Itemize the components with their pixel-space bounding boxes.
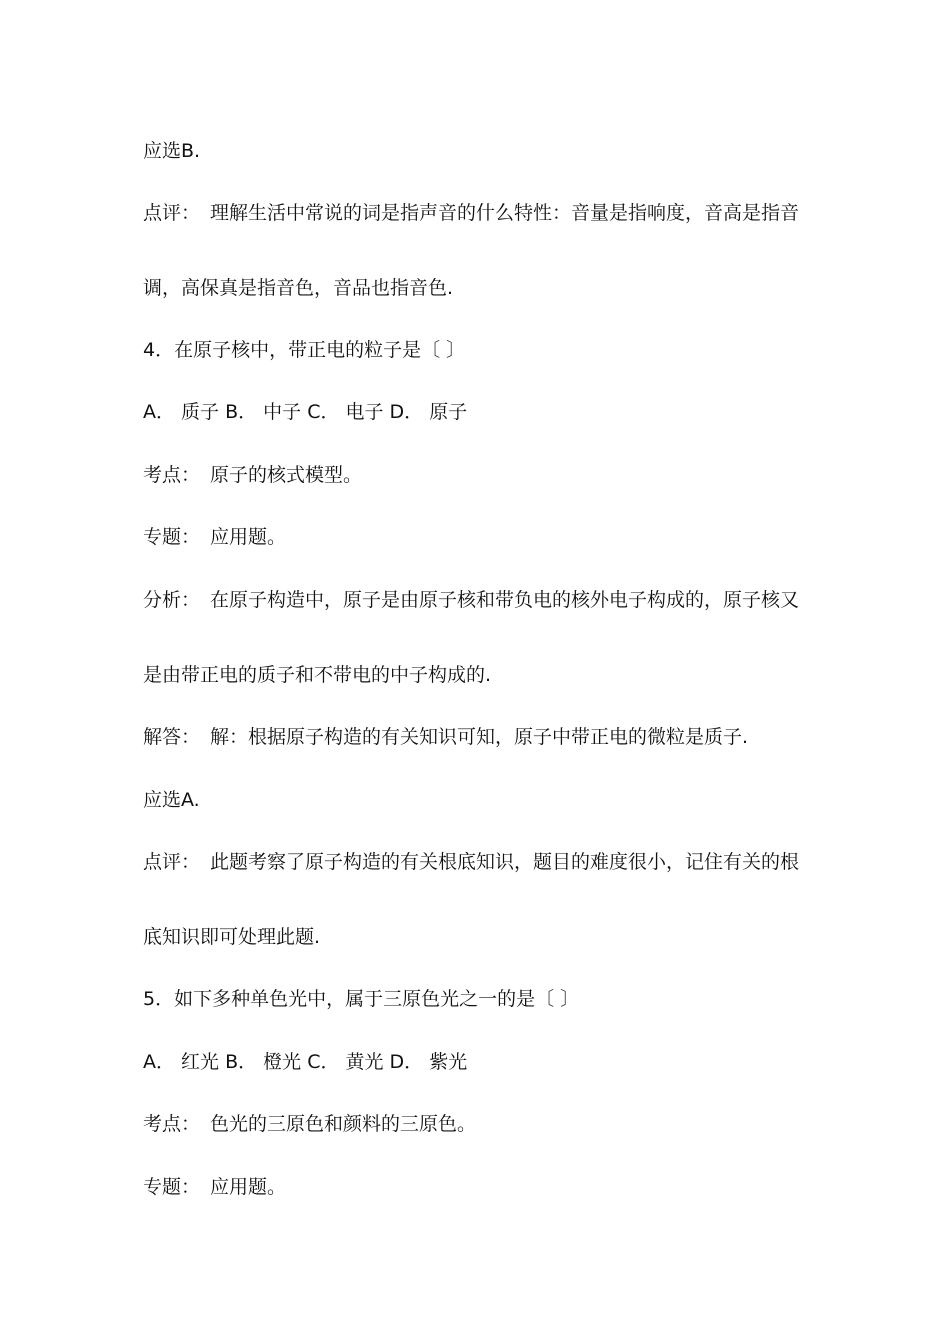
analysis-line-q4 [143, 588, 823, 612]
comment-line-q3 [143, 201, 823, 225]
question-5-options [143, 1050, 823, 1074]
question-text: 4．在原子核中，带正电的粒子是〔 〕 [143, 339, 466, 361]
question-text: 5．如下多种单色光中，属于三原色光之一的是〔 〕 [143, 988, 580, 1010]
comment-line-q4 [143, 850, 823, 874]
comment-continuation-q4 [143, 925, 823, 949]
line-text: 应选B. [143, 140, 201, 162]
answer-line-q4 [143, 788, 823, 812]
line-text: 色光的三原色和颜料的三原色。 [210, 1113, 477, 1135]
line-text: 此题考察了原子构造的有关根底知识，题目的难度很小，记住有关的根 [210, 851, 800, 873]
line-text: 理解生活中常说的词是指声音的什么特性：音量是指响度，音高是指音 [210, 202, 800, 224]
subject-line-q4 [143, 525, 823, 549]
analysis-continuation-q4 [143, 663, 823, 687]
question-4-options [143, 400, 823, 424]
line-label: 考点： [143, 464, 201, 486]
answer-line-q3 [143, 139, 823, 163]
line-text: 应用题。 [210, 1176, 287, 1198]
line-label: 点评： [143, 851, 201, 873]
line-label: 考点： [143, 1113, 201, 1135]
line-text: 是由带正电的质子和不带电的中子构成的. [143, 664, 492, 686]
line-label: 专题： [143, 526, 201, 548]
line-label: 解答： [143, 726, 201, 748]
line-text: 调，高保真是指音色，音品也指音色. [143, 277, 454, 299]
options-text: A． 质子 B． 中子 C． 电子 D． 原子 [143, 401, 468, 423]
topic-line-q5 [143, 1112, 823, 1136]
line-text: 在原子构造中，原子是由原子核和带负电的核外电子构成的，原子核又 [210, 589, 800, 611]
line-text: 应选A. [143, 789, 200, 811]
question-5 [143, 987, 823, 1011]
solution-line-q4 [143, 725, 823, 749]
line-text: 原子的核式模型。 [210, 464, 363, 486]
line-label: 专题： [143, 1176, 201, 1198]
comment-continuation-q3 [143, 276, 823, 300]
line-text: 解：根据原子构造的有关知识可知，原子中带正电的微粒是质子. [210, 726, 749, 748]
question-4 [143, 338, 823, 362]
topic-line-q4 [143, 463, 823, 487]
line-text: 底知识即可处理此题. [143, 926, 321, 948]
line-label: 分析： [143, 589, 201, 611]
line-text: 应用题。 [210, 526, 287, 548]
options-text: A． 红光 B． 橙光 C． 黄光 D． 紫光 [143, 1051, 468, 1073]
line-label: 点评： [143, 202, 201, 224]
subject-line-q5 [143, 1175, 823, 1199]
